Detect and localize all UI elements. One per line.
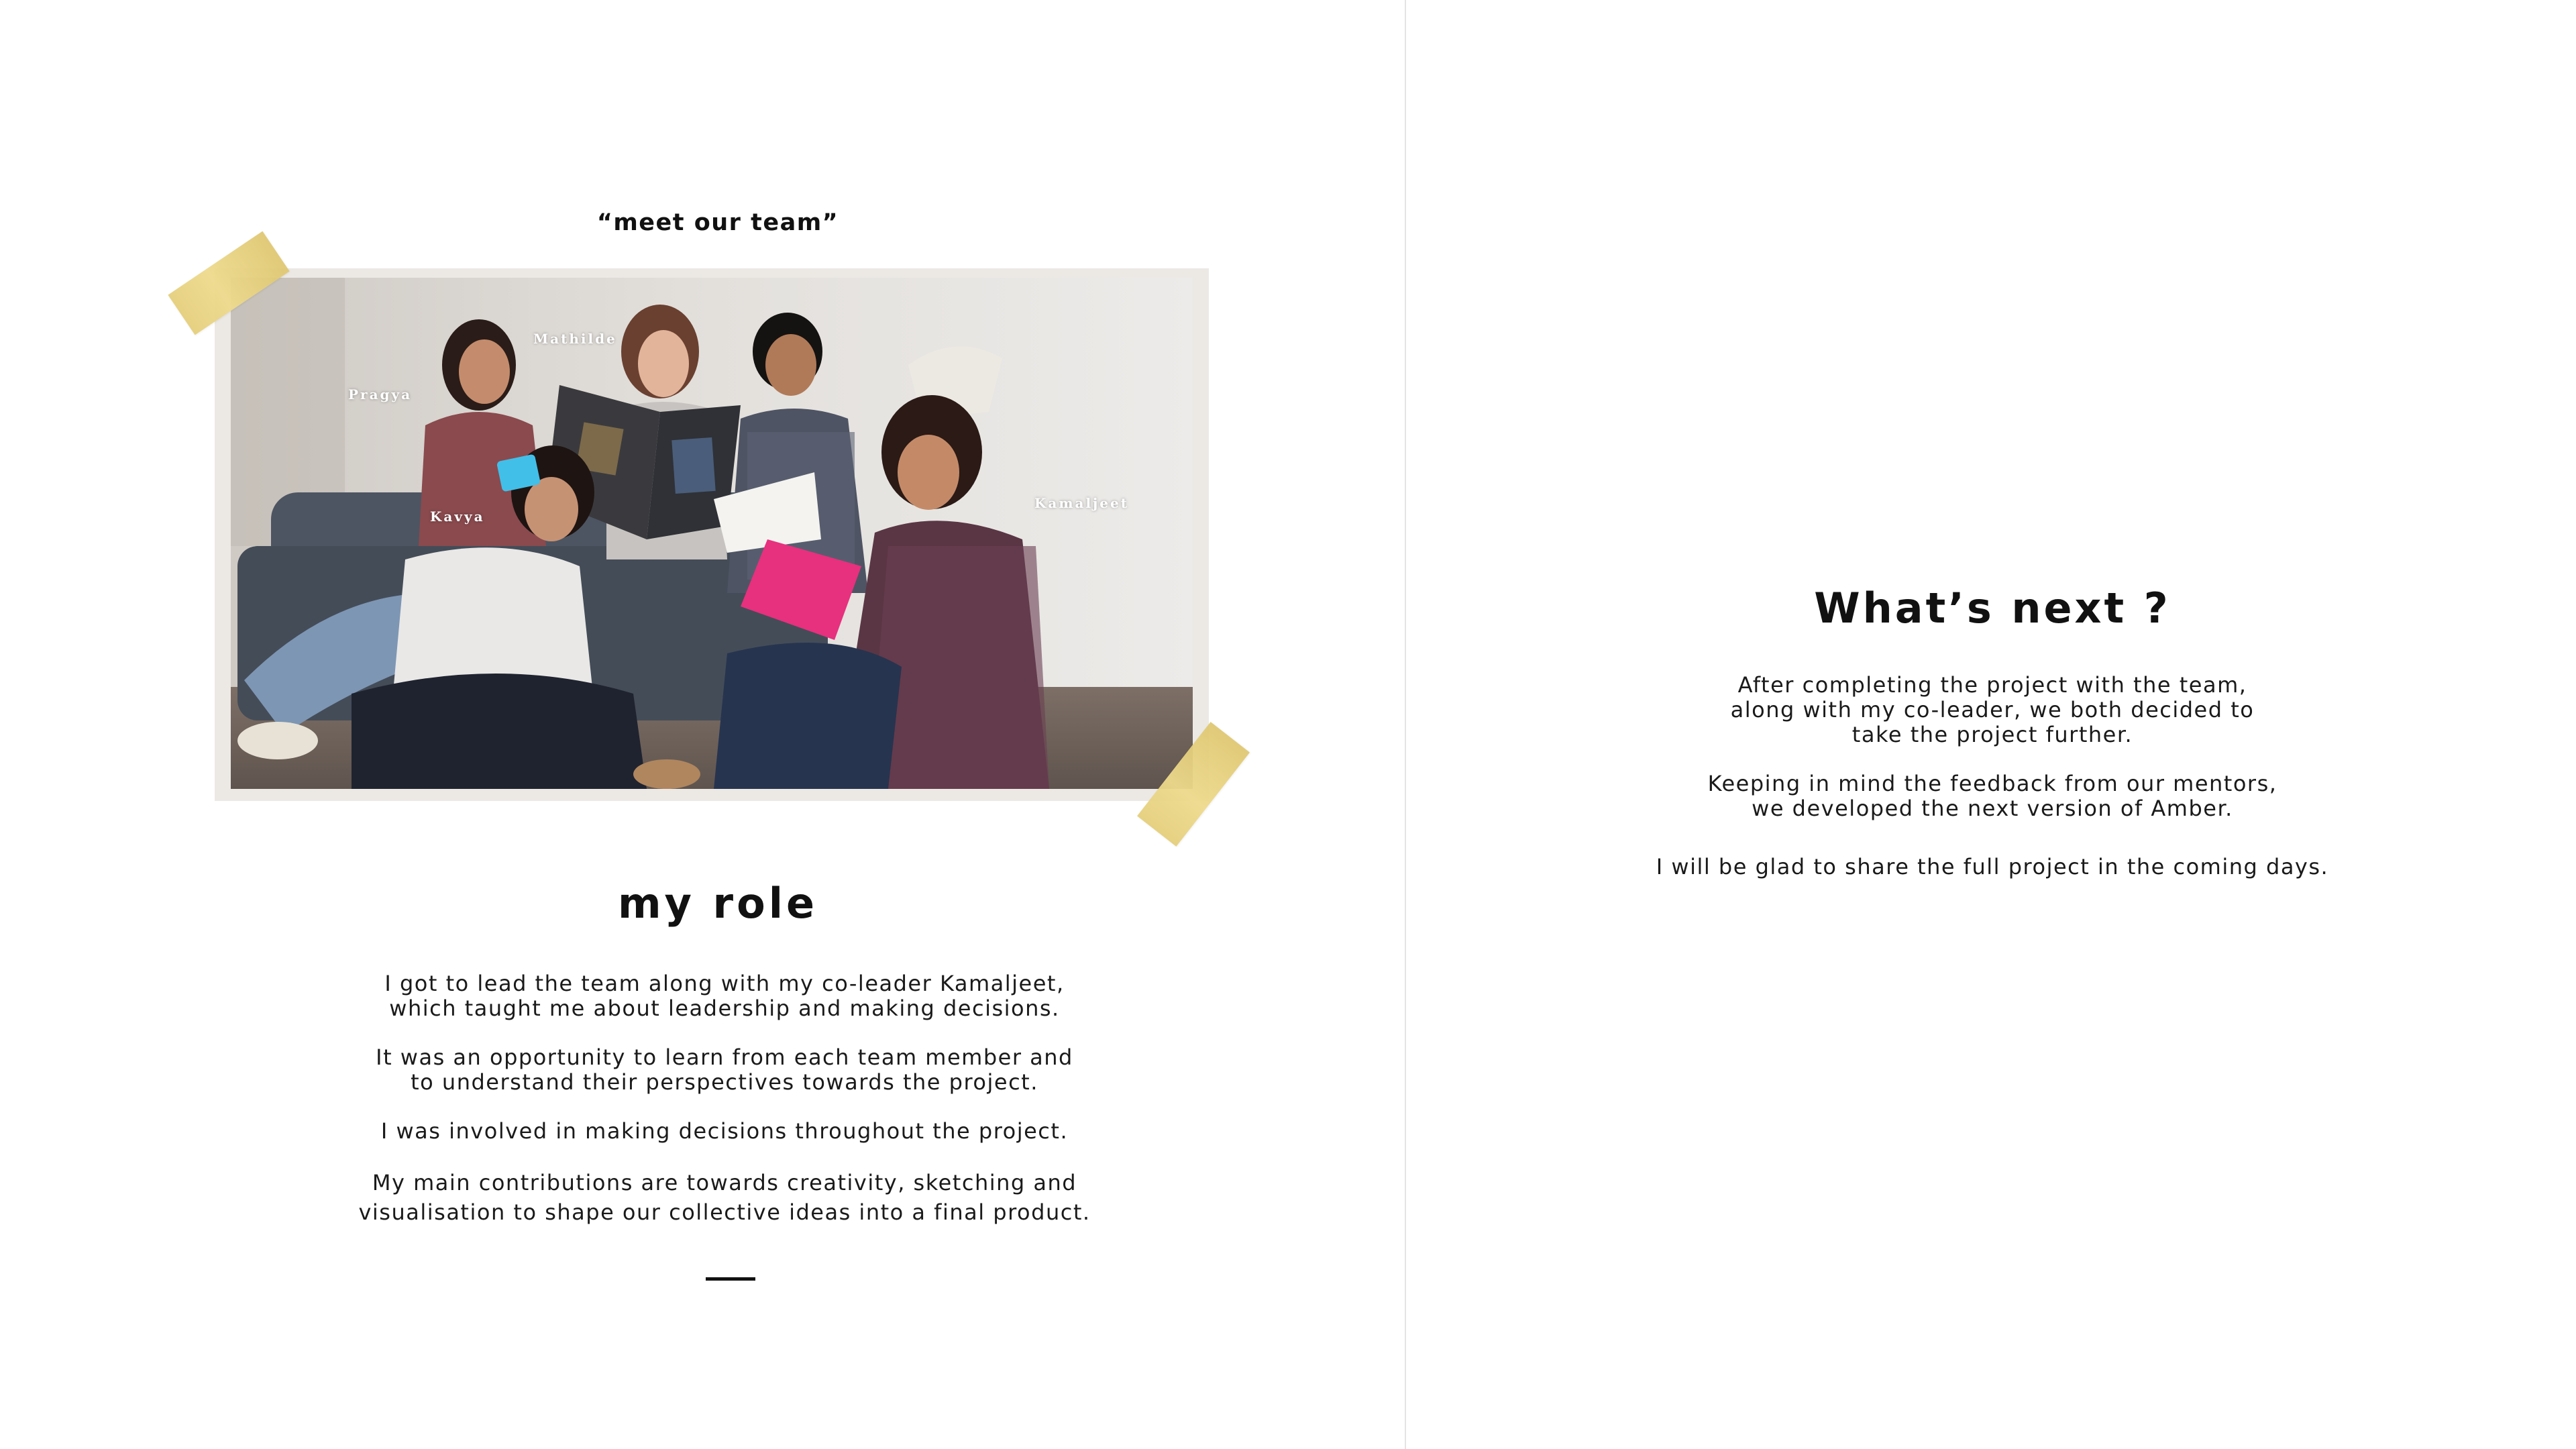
role-line: which taught me about leadership and making decisions. [389, 996, 1060, 1021]
name-label-pragya: Pragya [348, 386, 413, 402]
whats-next-heading: What’s next ? [1814, 584, 2171, 633]
next-paragraph [1597, 673, 2388, 747]
next-line: I will be glad to share the full project in the coming days. [1656, 854, 2329, 879]
role-paragraph [322, 1045, 1127, 1095]
whats-next-description [1597, 673, 2388, 904]
next-line: we developed the next version of Amber. [1752, 796, 2233, 821]
team-caption: “meet our team” [596, 209, 839, 236]
team-photo [231, 278, 1193, 789]
team-photo-illustration [231, 278, 1193, 789]
name-label-kavya: Kavya [430, 508, 485, 525]
name-label-mathilde: Mathilde [533, 331, 617, 347]
role-line: visualisation to shape our collective ideas into a final product. [358, 1199, 1091, 1225]
role-paragraph [322, 1119, 1127, 1144]
role-paragraph [322, 971, 1127, 1021]
role-paragraph [322, 1168, 1127, 1227]
role-description [322, 971, 1127, 1251]
next-line: Keeping in mind the feedback from our mentors, [1707, 771, 2277, 796]
role-line: I got to lead the team along with my co-leader Kamaljeet, [384, 971, 1065, 996]
role-line: to understand their perspectives towards the project. [411, 1069, 1038, 1095]
role-line: My main contributions are towards creativity, sketching and [372, 1170, 1077, 1195]
next-line: take the project further. [1851, 722, 2133, 747]
section-end-dash [706, 1277, 755, 1281]
next-line: After completing the project with the team, [1737, 672, 2247, 698]
role-line: It was an opportunity to learn from each team member and [376, 1044, 1073, 1070]
next-paragraph [1597, 771, 2388, 821]
role-line: I was involved in making decisions throughout the project. [380, 1118, 1069, 1144]
name-label-kamaljeet: Kamaljeet [1034, 495, 1129, 511]
role-heading: my role [617, 879, 818, 928]
next-line: along with my co-leader, we both decided to [1730, 697, 2255, 722]
next-paragraph [1597, 855, 2388, 879]
page-divider [1405, 0, 1406, 1449]
